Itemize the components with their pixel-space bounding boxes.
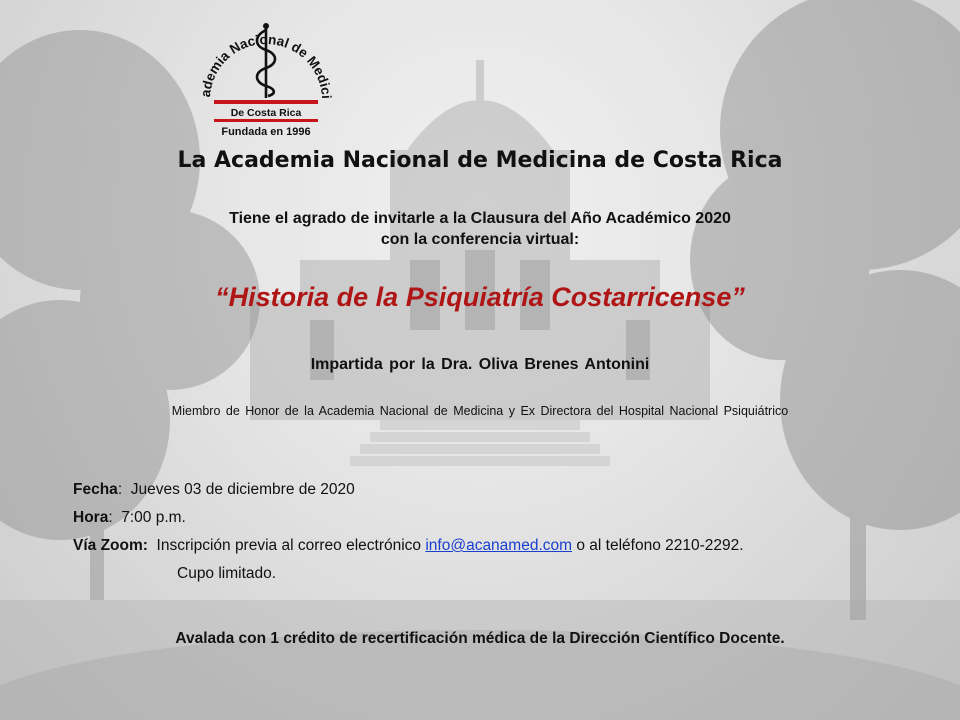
academy-title: La Academia Nacional de Medicina de Costa Rica xyxy=(177,148,783,173)
accreditation-note: Avalada con 1 crédito de recertificación médica de la Dirección Científico Docente. xyxy=(175,630,785,647)
date-row xyxy=(73,476,744,504)
time-row xyxy=(73,504,744,532)
academy-logo xyxy=(196,8,336,142)
logo-arc-text: ademia Nacional de Medici xyxy=(198,31,335,100)
logo-red-divider xyxy=(214,100,318,104)
date-label: Fecha xyxy=(73,481,118,498)
time-value: 7:00 p.m. xyxy=(121,509,186,526)
zoom-row xyxy=(73,532,744,560)
time-label: Hora xyxy=(73,509,109,526)
logo-founded: Fundada en 1996 xyxy=(221,126,311,138)
invitation-text xyxy=(0,208,960,250)
logo-country: De Costa Rica xyxy=(230,107,302,119)
time-colon: : xyxy=(108,509,122,526)
email-link[interactable]: info@acanamed.com xyxy=(425,537,573,554)
logo-red-divider-2 xyxy=(214,119,318,122)
invitation-line-2: con la conferencia virtual: xyxy=(380,231,580,248)
zoom-label: Vía Zoom: xyxy=(73,537,148,554)
event-details xyxy=(73,476,744,588)
zoom-text: Inscripción previa al correo electrónico xyxy=(156,537,422,554)
speaker-role: Miembro de Honor de la Academia Nacional de Medicina y Ex Directora del Hospital Nacional Psiquiátrico xyxy=(171,404,789,418)
phone-text: o al teléfono 2210-2292. xyxy=(576,537,744,554)
speaker-name: Impartida por la Dra. Oliva Brenes Antonini xyxy=(310,356,650,373)
invitation-line-1: Tiene el agrado de invitarle a la Clausura del Año Académico 2020 xyxy=(229,210,731,227)
capacity-text: Cupo limitado. xyxy=(177,565,277,582)
lecture-title: “Historia de la Psiquiatría Costarricense” xyxy=(215,282,745,312)
date-value: Jueves 03 de diciembre de 2020 xyxy=(130,481,355,498)
date-colon: : xyxy=(117,481,131,498)
capacity-row xyxy=(73,560,744,588)
